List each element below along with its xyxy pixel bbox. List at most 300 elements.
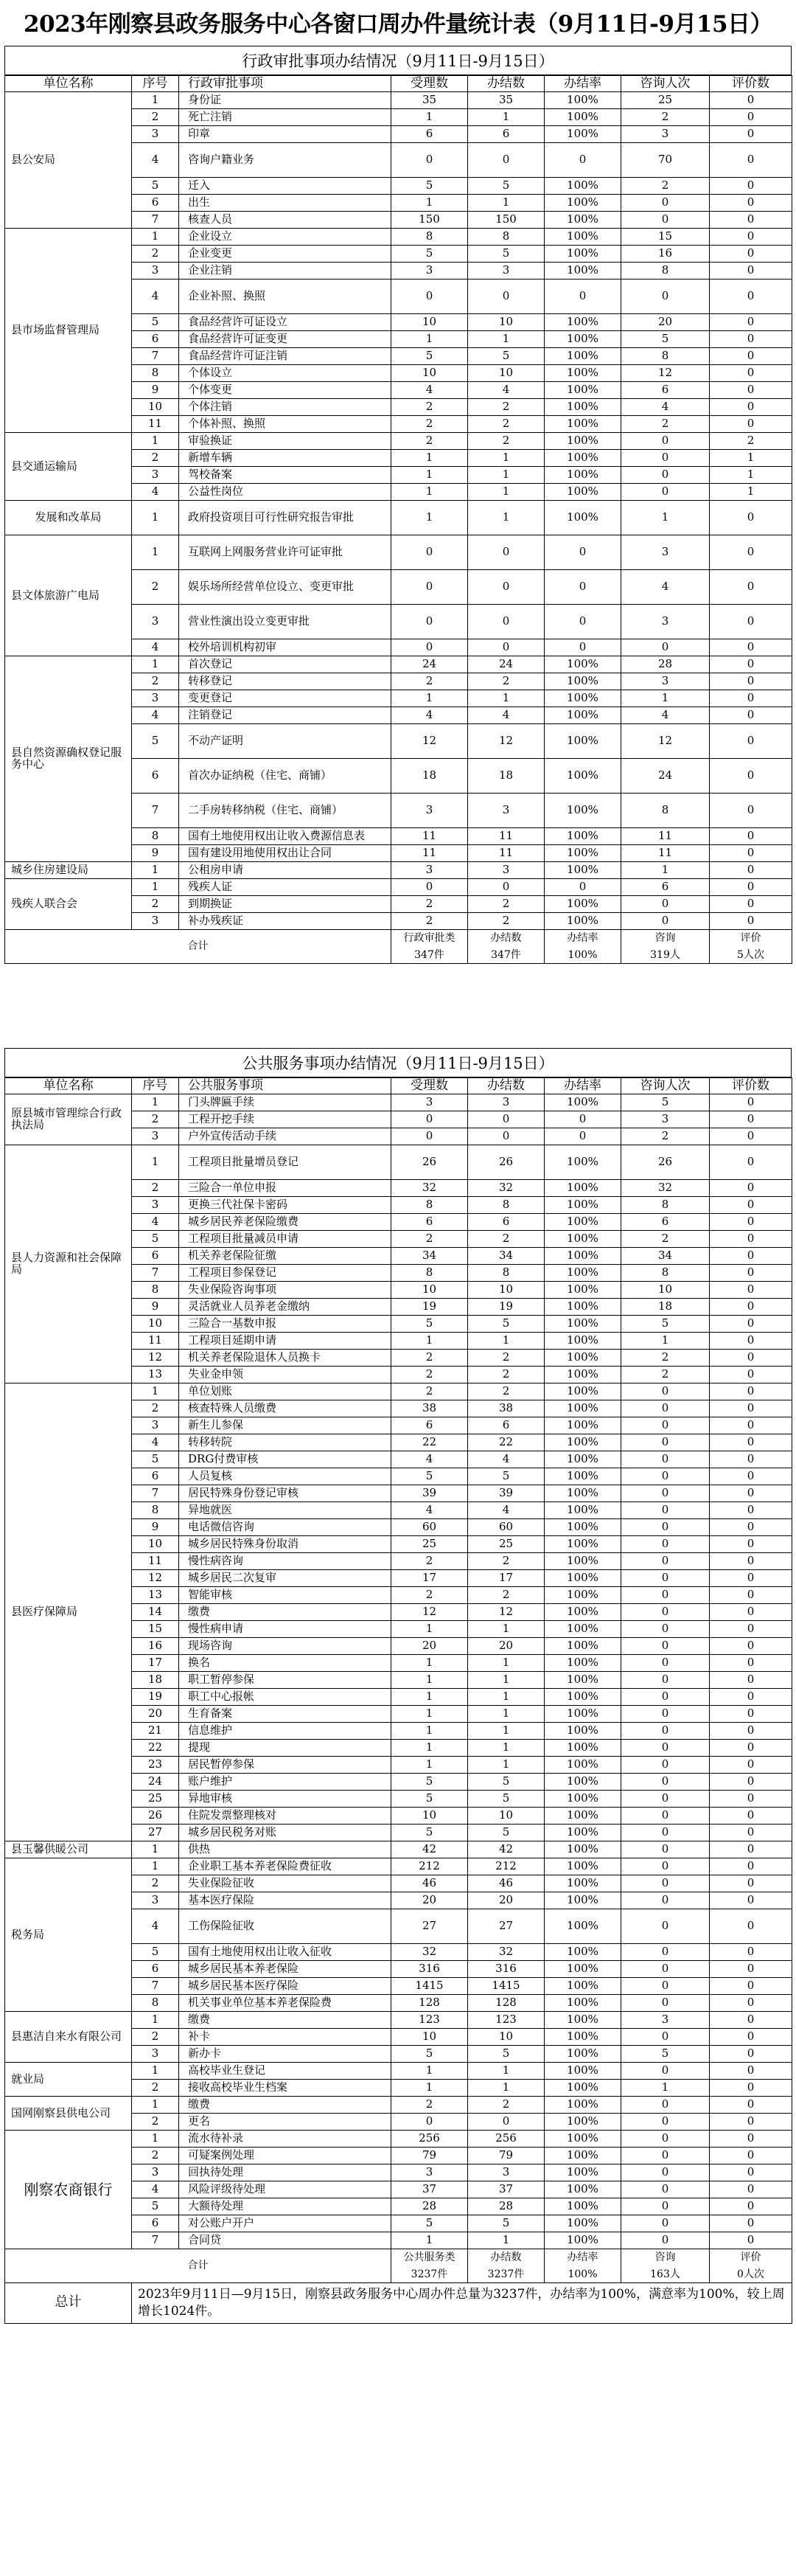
cell-consult: 2 (621, 1128, 710, 1145)
cell-rating: 0 (710, 1553, 792, 1570)
total-caption: 办结数 (490, 932, 522, 945)
cell-rate: 100% (545, 1316, 621, 1333)
cell-index: 7 (132, 1485, 179, 1502)
unit-name: 刚察农商银行 (5, 2131, 132, 2249)
header-unit: 单位名称 (5, 1078, 132, 1094)
total-row (5, 930, 792, 964)
cell-rating: 0 (710, 1689, 792, 1706)
cell-accepted: 79 (391, 2148, 468, 2164)
table-row (5, 1094, 792, 1111)
header-accepted: 受理数 (391, 76, 468, 92)
cell-index: 2 (132, 109, 179, 126)
cell-completed: 4 (468, 1451, 545, 1468)
cell-rating: 0 (710, 314, 792, 331)
cell-index: 7 (132, 2232, 179, 2249)
cell-completed: 3 (468, 263, 545, 280)
cell-index: 11 (132, 416, 179, 433)
cell-completed: 5 (468, 2215, 545, 2232)
cell-rating: 0 (710, 501, 792, 535)
cell-completed: 2 (468, 433, 545, 450)
cell-rating: 0 (710, 1723, 792, 1740)
cell-index: 11 (132, 1333, 179, 1350)
cell-item: 城乡居民基本养老保险 (179, 1961, 391, 1978)
cell-index: 7 (132, 794, 179, 828)
cell-completed: 24 (468, 656, 545, 673)
cell-item: 补办残疾证 (179, 913, 391, 930)
summary-label: 总计 (5, 2283, 132, 2324)
cell-index: 10 (132, 1316, 179, 1333)
cell-consult: 0 (621, 2198, 710, 2215)
table-row (5, 1145, 792, 1180)
cell-rating: 0 (710, 331, 792, 348)
cell-index: 4 (132, 2181, 179, 2198)
cell-item: 缴费 (179, 2097, 391, 2114)
unit-name: 县自然资源确权登记服务中心 (5, 656, 132, 862)
cell-rate: 100% (545, 1875, 621, 1892)
cell-rating: 0 (710, 1299, 792, 1316)
cell-rate: 100% (545, 2029, 621, 2046)
total-value: 3237件 (411, 2268, 448, 2280)
cell-accepted: 0 (391, 639, 468, 656)
cell-consult: 12 (621, 724, 710, 759)
cell-accepted: 1 (391, 484, 468, 501)
cell-accepted: 123 (391, 2012, 468, 2029)
table-row (5, 879, 792, 896)
cell-rate: 100% (545, 314, 621, 331)
cell-accepted: 8 (391, 229, 468, 246)
cell-rating: 0 (710, 1944, 792, 1961)
total-cell (710, 2249, 792, 2283)
header-rate: 办结率 (545, 76, 621, 92)
total-caption: 公共服务类 (403, 2252, 455, 2264)
cell-rating: 0 (710, 1672, 792, 1689)
cell-rating: 0 (710, 759, 792, 794)
cell-consult: 26 (621, 1145, 710, 1180)
total-caption: 办结数 (490, 2252, 522, 2264)
cell-rate: 100% (545, 1961, 621, 1978)
unit-name: 税务局 (5, 1858, 132, 2012)
cell-item: 单位划账 (179, 1384, 391, 1400)
cell-completed: 2 (468, 1367, 545, 1384)
unit-name: 发展和改革局 (5, 501, 132, 535)
cell-item: 迁入 (179, 178, 391, 195)
cell-rating: 0 (710, 246, 792, 263)
cell-rate: 100% (545, 845, 621, 862)
header-row (5, 1078, 792, 1094)
cell-rate: 100% (545, 1197, 621, 1214)
cell-index: 4 (132, 1434, 179, 1451)
unit-name: 残疾人联合会 (5, 879, 132, 930)
cell-rate: 100% (545, 1723, 621, 1740)
cell-rating: 0 (710, 229, 792, 246)
cell-completed: 1 (468, 690, 545, 707)
cell-rating: 0 (710, 2232, 792, 2249)
approval-table (4, 75, 792, 964)
cell-accepted: 0 (391, 570, 468, 605)
cell-accepted: 35 (391, 92, 468, 109)
cell-rating: 0 (710, 896, 792, 913)
total-caption: 咨询 (654, 2252, 676, 2264)
cell-consult: 8 (621, 263, 710, 280)
header-completed: 办结数 (468, 1078, 545, 1094)
cell-index: 3 (132, 913, 179, 930)
cell-item: 城乡居民特殊身份取消 (179, 1536, 391, 1553)
unit-name: 县交通运输局 (5, 433, 132, 501)
cell-accepted: 5 (391, 348, 468, 365)
cell-accepted: 1 (391, 1740, 468, 1757)
cell-rating: 0 (710, 1417, 792, 1434)
cell-rating: 0 (710, 1875, 792, 1892)
cell-item: 异地审核 (179, 1791, 391, 1808)
cell-rating: 0 (710, 1536, 792, 1553)
cell-rate: 100% (545, 399, 621, 416)
cell-completed: 1 (468, 1757, 545, 1774)
cell-index: 1 (132, 656, 179, 673)
cell-rating: 1 (710, 484, 792, 501)
cell-accepted: 5 (391, 1791, 468, 1808)
cell-accepted: 0 (391, 1111, 468, 1128)
cell-completed: 17 (468, 1570, 545, 1587)
cell-index: 14 (132, 1604, 179, 1621)
cell-accepted: 5 (391, 1468, 468, 1485)
cell-item: 个体设立 (179, 365, 391, 382)
cell-item: 身份证 (179, 92, 391, 109)
header-rate: 办结率 (545, 1078, 621, 1094)
cell-accepted: 3 (391, 263, 468, 280)
cell-consult: 6 (621, 879, 710, 896)
cell-index: 13 (132, 1367, 179, 1384)
cell-rating: 0 (710, 1909, 792, 1944)
cell-accepted: 2 (391, 1231, 468, 1248)
cell-index: 26 (132, 1808, 179, 1825)
cell-item: 国有建设用地使用权出让合同 (179, 845, 391, 862)
cell-index: 1 (132, 1145, 179, 1180)
unit-name: 原县城市管理综合行政执法局 (5, 1094, 132, 1145)
cell-rate: 100% (545, 1892, 621, 1909)
cell-index: 4 (132, 280, 179, 314)
cell-completed: 212 (468, 1858, 545, 1875)
cell-rating: 0 (710, 1570, 792, 1587)
cell-completed: 5 (468, 1791, 545, 1808)
cell-completed: 32 (468, 1944, 545, 1961)
cell-completed: 2 (468, 1350, 545, 1367)
cell-consult: 6 (621, 1214, 710, 1231)
cell-rating: 0 (710, 1197, 792, 1214)
cell-consult: 10 (621, 1282, 710, 1299)
cell-consult: 0 (621, 450, 710, 467)
cell-item: 首次办证纳税（住宅、商铺） (179, 759, 391, 794)
cell-accepted: 32 (391, 1944, 468, 1961)
cell-rate: 100% (545, 1094, 621, 1111)
cell-completed: 3 (468, 862, 545, 879)
table-row (5, 92, 792, 109)
table-row (5, 433, 792, 450)
cell-rating: 0 (710, 1519, 792, 1536)
summary-text: 2023年9月11日—9月15日，刚察县政务服务中心周办件总量为3237件，办结率为100%，满意率为100%，较上周增长1024件。 (132, 2283, 792, 2324)
header-item: 行政审批事项 (179, 76, 391, 92)
cell-rate: 100% (545, 1400, 621, 1417)
unit-name: 国网刚察县供电公司 (5, 2097, 132, 2131)
cell-item: 生育备案 (179, 1706, 391, 1723)
cell-consult: 11 (621, 828, 710, 845)
cell-index: 3 (132, 1197, 179, 1214)
cell-rating: 0 (710, 1774, 792, 1791)
cell-index: 1 (132, 433, 179, 450)
cell-index: 17 (132, 1655, 179, 1672)
cell-index: 2 (132, 570, 179, 605)
total-cell (468, 930, 545, 964)
cell-rate: 100% (545, 331, 621, 348)
cell-accepted: 0 (391, 280, 468, 314)
cell-accepted: 10 (391, 1282, 468, 1299)
cell-completed: 1 (468, 1706, 545, 1723)
cell-rating: 0 (710, 1995, 792, 2012)
cell-consult: 0 (621, 1502, 710, 1519)
header-rating: 评价数 (710, 1078, 792, 1094)
total-cell (621, 930, 710, 964)
cell-index: 4 (132, 143, 179, 178)
cell-rate: 100% (545, 1350, 621, 1367)
cell-rate: 100% (545, 1384, 621, 1400)
table-row (5, 229, 792, 246)
cell-completed: 2 (468, 2097, 545, 2114)
cell-rating: 0 (710, 1265, 792, 1282)
cell-rate: 100% (545, 913, 621, 930)
total-value: 0人次 (737, 2268, 764, 2280)
cell-consult: 5 (621, 1316, 710, 1333)
total-caption: 办结率 (567, 932, 598, 945)
cell-completed: 1 (468, 1621, 545, 1638)
cell-rating: 0 (710, 1638, 792, 1655)
cell-rate: 0 (545, 535, 621, 570)
cell-consult: 5 (621, 331, 710, 348)
cell-rate: 100% (545, 1299, 621, 1316)
cell-rate: 100% (545, 212, 621, 229)
cell-rate: 100% (545, 1944, 621, 1961)
cell-consult: 0 (621, 1604, 710, 1621)
cell-item: 失业保险咨询事项 (179, 1282, 391, 1299)
cell-index: 5 (132, 2198, 179, 2215)
cell-index: 24 (132, 1774, 179, 1791)
cell-accepted: 25 (391, 1536, 468, 1553)
cell-item: 企业职工基本养老保险费征收 (179, 1858, 391, 1875)
cell-completed: 0 (468, 280, 545, 314)
cell-accepted: 12 (391, 724, 468, 759)
cell-accepted: 46 (391, 1875, 468, 1892)
cell-consult: 4 (621, 707, 710, 724)
cell-consult: 0 (621, 896, 710, 913)
cell-rate: 0 (545, 605, 621, 639)
cell-rating: 0 (710, 1791, 792, 1808)
cell-item: 换名 (179, 1655, 391, 1672)
cell-rate: 100% (545, 1638, 621, 1655)
cell-consult: 8 (621, 1265, 710, 1282)
cell-item: 信息维护 (179, 1723, 391, 1740)
table-row (5, 535, 792, 570)
cell-consult: 12 (621, 365, 710, 382)
table-row (5, 656, 792, 673)
cell-completed: 28 (468, 2198, 545, 2215)
cell-completed: 0 (468, 1128, 545, 1145)
cell-consult: 0 (621, 2181, 710, 2198)
total-value: 347件 (414, 948, 444, 961)
cell-accepted: 4 (391, 1451, 468, 1468)
cell-index: 7 (132, 212, 179, 229)
cell-accepted: 20 (391, 1892, 468, 1909)
cell-rate: 0 (545, 1128, 621, 1145)
total-cell (621, 2249, 710, 2283)
cell-accepted: 1 (391, 1621, 468, 1638)
cell-rate: 100% (545, 450, 621, 467)
total-value: 100% (568, 948, 598, 961)
cell-rating: 0 (710, 1502, 792, 1519)
cell-rate: 100% (545, 1282, 621, 1299)
cell-index: 5 (132, 724, 179, 759)
cell-index: 9 (132, 845, 179, 862)
cell-index: 2 (132, 673, 179, 690)
cell-consult: 0 (621, 467, 710, 484)
cell-rate: 100% (545, 724, 621, 759)
cell-rating: 0 (710, 1111, 792, 1128)
cell-rating: 0 (710, 1316, 792, 1333)
cell-completed: 0 (468, 879, 545, 896)
cell-index: 9 (132, 382, 179, 399)
cell-rate: 100% (545, 2097, 621, 2114)
header-index: 序号 (132, 1078, 179, 1094)
cell-rating: 0 (710, 1825, 792, 1841)
cell-completed: 0 (468, 143, 545, 178)
cell-consult: 3 (621, 605, 710, 639)
cell-item: 城乡居民养老保险缴费 (179, 1214, 391, 1231)
cell-item: 注销登记 (179, 707, 391, 724)
cell-consult: 3 (621, 535, 710, 570)
cell-item: 不动产证明 (179, 724, 391, 759)
unit-name: 就业局 (5, 2063, 132, 2097)
cell-accepted: 2 (391, 416, 468, 433)
cell-item: 工程项目批量减员申请 (179, 1231, 391, 1248)
cell-accepted: 19 (391, 1299, 468, 1316)
cell-consult: 8 (621, 1197, 710, 1214)
cell-item: 娱乐场所经营单位设立、变更审批 (179, 570, 391, 605)
cell-completed: 19 (468, 1299, 545, 1316)
cell-item: 审验换证 (179, 433, 391, 450)
cell-accepted: 1 (391, 2063, 468, 2080)
cell-completed: 22 (468, 1434, 545, 1451)
cell-index: 3 (132, 126, 179, 143)
cell-accepted: 0 (391, 2114, 468, 2131)
cell-accepted: 5 (391, 2215, 468, 2232)
cell-index: 5 (132, 1944, 179, 1961)
cell-index: 2 (132, 1875, 179, 1892)
unit-name: 县玉馨供暖公司 (5, 1841, 132, 1858)
cell-accepted: 2 (391, 896, 468, 913)
cell-item: 对公账户开户 (179, 2215, 391, 2232)
cell-consult: 0 (621, 1909, 710, 1944)
cell-rating: 0 (710, 178, 792, 195)
cell-completed: 0 (468, 605, 545, 639)
cell-completed: 1415 (468, 1978, 545, 1995)
cell-rating: 0 (710, 2097, 792, 2114)
cell-rating: 0 (710, 1400, 792, 1417)
cell-accepted: 11 (391, 828, 468, 845)
cell-rating: 0 (710, 1706, 792, 1723)
cell-rate: 100% (545, 2080, 621, 2097)
cell-completed: 27 (468, 1909, 545, 1944)
cell-rating: 0 (710, 2012, 792, 2029)
cell-accepted: 128 (391, 1995, 468, 2012)
cell-accepted: 28 (391, 2198, 468, 2215)
header-item: 公共服务事项 (179, 1078, 391, 1094)
cell-consult: 0 (621, 1384, 710, 1400)
cell-item: 城乡居民基本医疗保险 (179, 1978, 391, 1995)
cell-rate: 100% (545, 1774, 621, 1791)
cell-accepted: 10 (391, 365, 468, 382)
cell-rating: 0 (710, 724, 792, 759)
cell-rating: 0 (710, 263, 792, 280)
cell-rate: 100% (545, 707, 621, 724)
cell-index: 3 (132, 467, 179, 484)
cell-completed: 2 (468, 1553, 545, 1570)
cell-item: 职工暂停参保 (179, 1672, 391, 1689)
cell-consult: 0 (621, 1944, 710, 1961)
cell-index: 3 (132, 1892, 179, 1909)
total-value: 163人 (650, 2268, 680, 2280)
cell-index: 3 (132, 2164, 179, 2181)
cell-accepted: 60 (391, 1519, 468, 1536)
cell-rate: 100% (545, 484, 621, 501)
cell-item: 个体变更 (179, 382, 391, 399)
unit-name: 县公安局 (5, 92, 132, 229)
cell-accepted: 2 (391, 399, 468, 416)
cell-item: 三险合一单位申报 (179, 1180, 391, 1197)
cell-accepted: 3 (391, 862, 468, 879)
cell-item: 异地就医 (179, 1502, 391, 1519)
cell-rate: 100% (545, 2114, 621, 2131)
cell-index: 1 (132, 2097, 179, 2114)
cell-item: 居民特殊身份登记审核 (179, 1485, 391, 1502)
cell-completed: 20 (468, 1638, 545, 1655)
cell-consult: 24 (621, 759, 710, 794)
cell-item: 公租房申请 (179, 862, 391, 879)
cell-item: 企业变更 (179, 246, 391, 263)
cell-accepted: 10 (391, 1808, 468, 1825)
cell-rate: 100% (545, 1265, 621, 1282)
cell-accepted: 4 (391, 707, 468, 724)
cell-rating: 0 (710, 1451, 792, 1468)
cell-index: 8 (132, 828, 179, 845)
cell-consult: 11 (621, 845, 710, 862)
cell-index: 6 (132, 331, 179, 348)
cell-completed: 35 (468, 92, 545, 109)
cell-item: 户外宣传活动手续 (179, 1128, 391, 1145)
cell-accepted: 1 (391, 195, 468, 212)
header-consult: 咨询人次 (621, 76, 710, 92)
table-row (5, 2012, 792, 2029)
cell-accepted: 10 (391, 2029, 468, 2046)
cell-item: 三险合一基数申报 (179, 1316, 391, 1333)
cell-rating: 0 (710, 1094, 792, 1111)
cell-rating: 0 (710, 535, 792, 570)
unit-name: 县医疗保障局 (5, 1384, 132, 1841)
total-value: 5人次 (737, 948, 764, 961)
cell-accepted: 6 (391, 1417, 468, 1434)
cell-consult: 0 (621, 1995, 710, 2012)
cell-consult: 0 (621, 1961, 710, 1978)
cell-completed: 10 (468, 314, 545, 331)
cell-accepted: 3 (391, 794, 468, 828)
cell-index: 1 (132, 2012, 179, 2029)
cell-item: 新办卡 (179, 2046, 391, 2063)
